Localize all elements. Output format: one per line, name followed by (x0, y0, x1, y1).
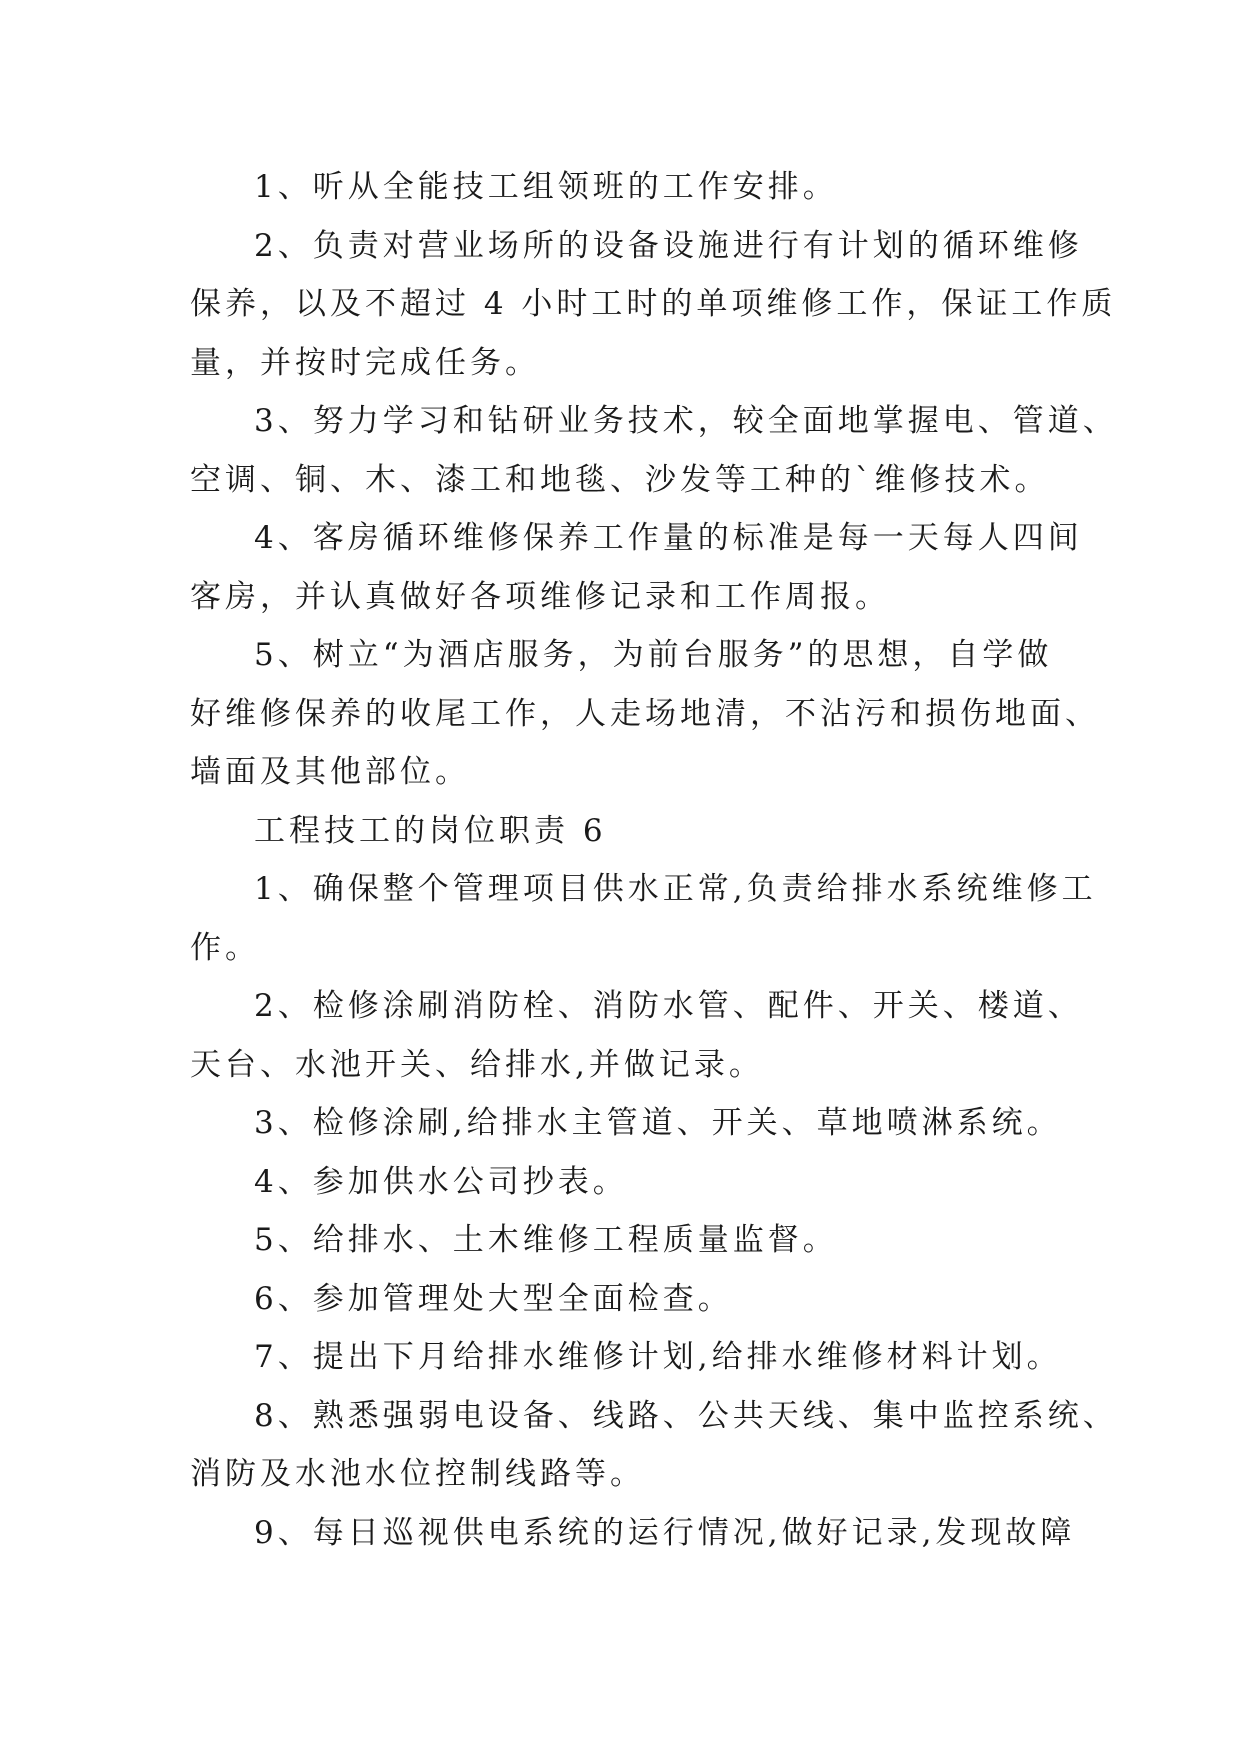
paragraph (190, 1328, 1070, 1387)
text-line: 2、检修涂刷消防栓、消防水管、配件、开关、楼道、 (254, 988, 1083, 1024)
text-line: 3、努力学习和钻研业务技术，较全面地掌握电、管道、 (254, 403, 1118, 439)
paragraph (190, 509, 1083, 626)
paragraph (190, 626, 1100, 802)
text-line: 5、树立“为酒店服务，为前台服务”的思想，自学做 (254, 637, 1053, 673)
text-line: 好维修保养的收尾工作，人走场地清，不沾污和损伤地面、 (190, 695, 1100, 732)
text-line: 1、听从全能技工组领班的工作安排。 (254, 169, 838, 205)
text-line: 4、客房循环维修保养工作量的标准是每一天每人四间 (254, 520, 1083, 556)
text-line: 量，并按时完成任务。 (190, 344, 540, 381)
text-line: 墙面及其他部位。 (190, 754, 470, 790)
text-line: 客房，并认真做好各项维修记录和工作周报。 (190, 578, 890, 615)
text-line: 6、参加管理处大型全面检查。 (254, 1280, 733, 1317)
text-line: 3、检修涂刷,给排水主管道、开关、草地喷淋系统。 (254, 1105, 1062, 1141)
paragraph (190, 1387, 1118, 1504)
text-line: 4、参加供水公司抄表。 (254, 1163, 628, 1200)
paragraph (190, 977, 1083, 1094)
text-line: 5、给排水、土木维修工程质量监督。 (254, 1222, 838, 1258)
paragraph (190, 1504, 1076, 1563)
paragraph (190, 158, 1070, 217)
text-line: 作。 (190, 929, 260, 966)
paragraph (190, 1153, 1070, 1212)
heading-text: 工程技工的岗位职责 6 (254, 812, 607, 849)
text-line: 天台、水池开关、给排水,并做记录。 (190, 1046, 764, 1083)
text-line: 9、每日巡视供电系统的运行情况,做好记录,发现故障 (254, 1514, 1076, 1551)
text-line: 1、确保整个管理项目供水正常,负责给排水系统维修工 (254, 871, 1097, 907)
paragraph (190, 1211, 1070, 1270)
paragraph (190, 860, 1097, 977)
text-line: 2、负责对营业场所的设备设施进行有计划的循环维修 (254, 227, 1083, 264)
paragraph (190, 1094, 1070, 1153)
section-heading (190, 802, 1070, 861)
paragraph (190, 392, 1118, 509)
paragraph (190, 1270, 1070, 1329)
paragraph (190, 217, 1117, 393)
text-line: 空调、铜、木、漆工和地毯、沙发等工种的`维修技术。 (190, 461, 1050, 498)
text-line: 消防及水池水位控制线路等。 (190, 1456, 645, 1492)
text-line: 保养，以及不超过 4 小时工时的单项维修工作，保证工作质 (190, 286, 1117, 322)
document-body (190, 158, 1118, 1562)
text-line: 8、熟悉强弱电设备、线路、公共天线、集中监控系统、 (254, 1397, 1118, 1434)
text-line: 7、提出下月给排水维修计划,给排水维修材料计划。 (254, 1339, 1062, 1375)
